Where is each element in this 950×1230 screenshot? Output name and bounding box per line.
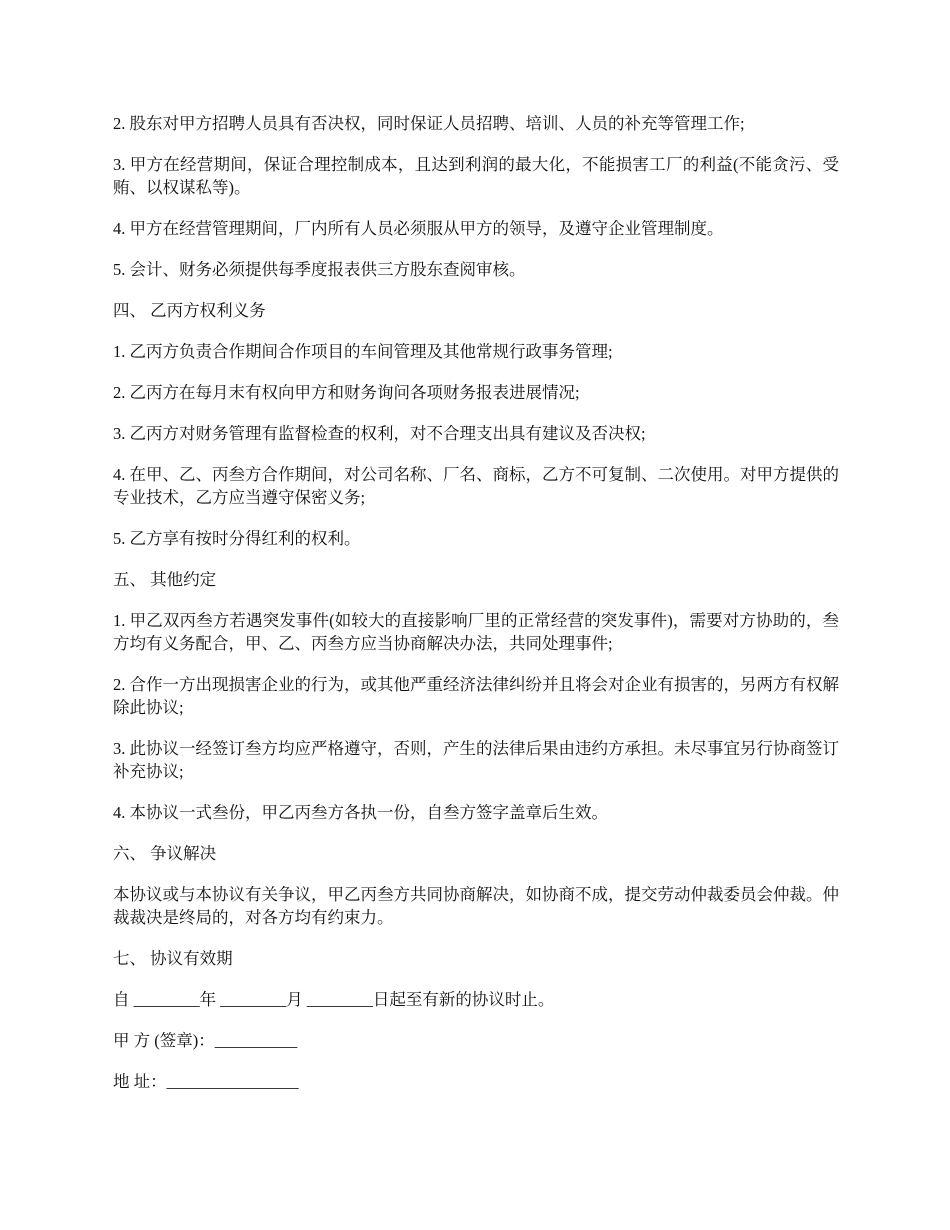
section-4-clause-1: 1. 乙丙方负责合作期间合作项目的车间管理及其他常规行政事务管理; — [113, 342, 613, 361]
section-4-clause-3: 3. 乙丙方对财务管理有监督检查的权利，对不合理支出具有建议及否决权; — [113, 424, 646, 443]
section-heading-7: 七、 协议有效期 — [113, 949, 233, 968]
section-4-clause-5: 5. 乙方享有按时分得红利的权利。 — [113, 529, 361, 548]
validity-period-line: 自 ________年 ________月 ________日起至有新的协议时止。 — [113, 990, 555, 1009]
clause-2-shareholder-veto: 2. 股东对甲方招聘人员具有否决权，同时保证人员招聘、培训、人员的补充等管理工作; — [113, 114, 745, 133]
party-a-signature-line: 甲 方 (签章)：__________ — [113, 1031, 298, 1050]
section-4-clause-2: 2. 乙丙方在每月末有权向甲方和财务询问各项财务报表进展情况; — [113, 383, 580, 402]
address-line: 地 址：________________ — [113, 1072, 299, 1091]
dispute-resolution-text: 本协议或与本协议有关争议，甲乙丙叁方共同协商解决，如协商不成，提交劳动仲裁委员会仲裁。仲裁裁决是终局的，对各方均有约束力。 — [113, 885, 839, 927]
section-heading-6: 六、 争议解决 — [113, 844, 217, 863]
section-5-clause-2: 2. 合作一方出现损害企业的行为，或其他严重经济法律纠纷并且将会对企业有损害的，另两方有权解除此协议; — [113, 675, 839, 717]
section-heading-5: 五、 其他约定 — [113, 570, 217, 589]
section-5-clause-1: 1. 甲乙双丙叁方若遇突发事件(如较大的直接影响厂里的正常经营的突发事件)，需要对方协助的，叁方均有义务配合，甲、乙、丙叁方应当协商解决办法，共同处理事件; — [113, 611, 839, 653]
document-body — [113, 112, 839, 1111]
clause-3-cost-control: 3. 甲方在经营期间，保证合理控制成本，且达到利润的最大化，不能损害工厂的利益(不能贪污、受贿、以权谋私等)。 — [113, 155, 839, 197]
section-4-clause-4: 4. 在甲、乙、丙叁方合作期间，对公司名称、厂名、商标，乙方不可复制、二次使用。对甲方提供的专业技术，乙方应当遵守保密义务; — [113, 465, 839, 507]
section-5-clause-3: 3. 此协议一经签订叁方均应严格遵守，否则，产生的法律后果由违约方承担。未尽事宜另行协商签订补充协议; — [113, 739, 839, 781]
clause-5-quarterly-reports: 5. 会计、财务必须提供每季度报表供三方股东查阅审核。 — [113, 260, 526, 279]
clause-4-staff-obedience: 4. 甲方在经营管理期间，厂内所有人员必须服从甲方的领导，及遵守企业管理制度。 — [113, 219, 724, 238]
section-5-clause-4: 4. 本协议一式叁份，甲乙丙叁方各执一份，自叁方签字盖章后生效。 — [113, 803, 608, 822]
section-heading-4: 四、 乙丙方权利义务 — [113, 301, 266, 320]
